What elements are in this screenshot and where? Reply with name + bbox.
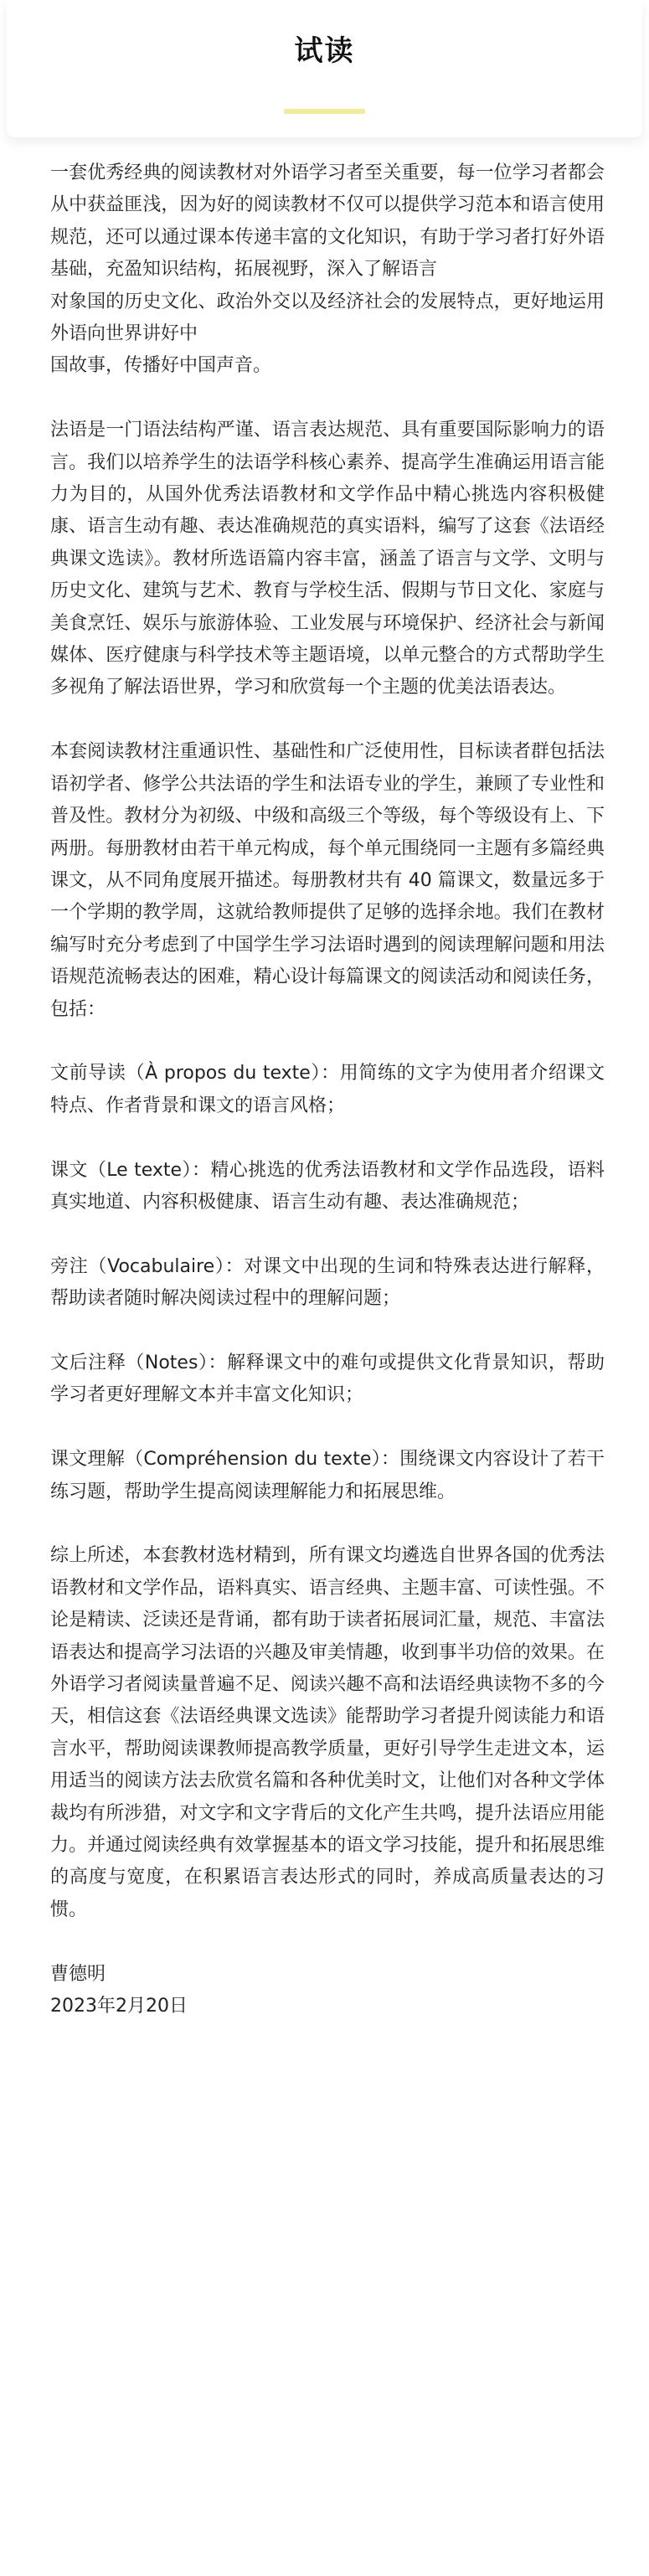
title-underline — [284, 109, 365, 114]
intro-line-3: 国故事，传播好中国声音。 — [50, 355, 272, 377]
article-body — [50, 157, 605, 2022]
paragraph-a-propos: 文前导读（À propos du texte）：用简练的文字为使用者介绍课文特点、作者背景和课文的语言风格； — [50, 1063, 605, 1116]
intro-line-1: 一套优秀经典的阅读教材对外语学习者至关重要，每一位学习者都会从中获益匪浅，因为好的阅读教材不仅可以提供学习范本和语言使用规范，还可以通过课本传递丰富的文化知识，有助于学习者打好外语基础，充盈知识结构，拓展视野，深入了解语言 — [50, 162, 605, 281]
page-title: 试读 — [294, 34, 355, 68]
paragraph-le-texte: 课文（Le texte）：精心挑选的优秀法语教材和文学作品选段，语料真实地道、内容积极健康、语言生动有趣、表达准确规范； — [50, 1159, 605, 1213]
intro-line-2: 对象国的历史文化、政治外交以及经济社会的发展特点，更好地运用外语向世界讲好中 — [50, 291, 605, 345]
paragraph-notes: 文后注释（Notes）：解释课文中的难句或提供文化背景知识，帮助学习者更好理解文本并丰富文化知识； — [50, 1352, 605, 1406]
signature-author: 曹德明 — [50, 1963, 106, 1985]
paragraph-conclusion: 综上所述，本套教材选材精到，所有课文均遴选自世界各国的优秀法语教材和文学作品，语料真实、语言经典、主题丰富、可读性强。不论是精读、泛读还是背诵，都有助于读者拓展词汇量，规范、丰富法语表达和提高学习法语的兴趣及审美情趣，收到事半功倍的效果。在外语学习者阅读量普遍不足、阅读兴趣不高和法语经典读物不多的今天，相信这套《法语经典课文选读》能帮助学习者提升阅读能力和语言水平，帮助阅读课教师提高教学质量，更好引导学生走进文本，运用适当的阅读方法去欣赏名篇和各种优美时文，让他们对各种文学体裁均有所涉猎，对文字和文字背后的文化产生共鸣，提升法语应用能力。并通过阅读经典有效掌握基本的语文学习技能，提升和拓展思维的高度与宽度，在积累语言表达形式的同时，养成高质量表达的习惯。 — [50, 1545, 605, 1920]
paragraph-comprehension: 课文理解（Compréhension du texte）：围绕课文内容设计了若干练习题，帮助学生提高阅读理解能力和拓展思维。 — [50, 1449, 605, 1502]
intro-paragraph — [50, 157, 605, 383]
paragraph-readership: 本套阅读教材注重通识性、基础性和广泛使用性，目标读者群包括法语初学者、修学公共法语的学生和法语专业的学生，兼顾了专业性和普及性。教材分为初级、中级和高级三个等级，每个等级设有上、下两册。每册教材由若干单元构成，每个单元围绕同一主题有多篇经典课文，从不同角度展开描述。每册教材共有 40 篇课文，数量远多于一个学期的教学周，这就给教师提供了足够的选择余地。我们在教材编写时充分考虑到了中国学生学习法语时遇到的阅读理解问题和用法语规范流畅表达的困难，精心设计每篇课文的阅读活动和阅读任务，包括： — [50, 741, 605, 1020]
paragraph-vocabulaire: 旁注（Vocabulaire）：对课文中出现的生词和特殊表达进行解释，帮助读者随时解决阅读过程中的理解问题； — [50, 1255, 605, 1310]
paragraph-french-language: 法语是一门语法结构严谨、语言表达规范、具有重要国际影响力的语言。我们以培养学生的法语学科核心素养、提高学生准确运用语言能力为目的，从国外优秀法语教材和文学作品中精心挑选内容积极健康、语言生动有趣、表达准确规范的真实语料，编写了这套《法语经典课文选读》。教材所选语篇内容丰富，涵盖了语言与文学、文明与历史文化、建筑与艺术、教育与学校生活、假期与节日文化、家庭与美食烹饪、娱乐与旅游体验、工业发展与环境保护、经济社会与新闻媒体、医疗健康与科学技术等主题语境，以单元整合的方式帮助学生多视角了解法语世界，学习和欣赏每一个主题的优美法语表达。 — [50, 420, 605, 698]
signature-date: 2023年2月20日 — [50, 1996, 188, 2017]
